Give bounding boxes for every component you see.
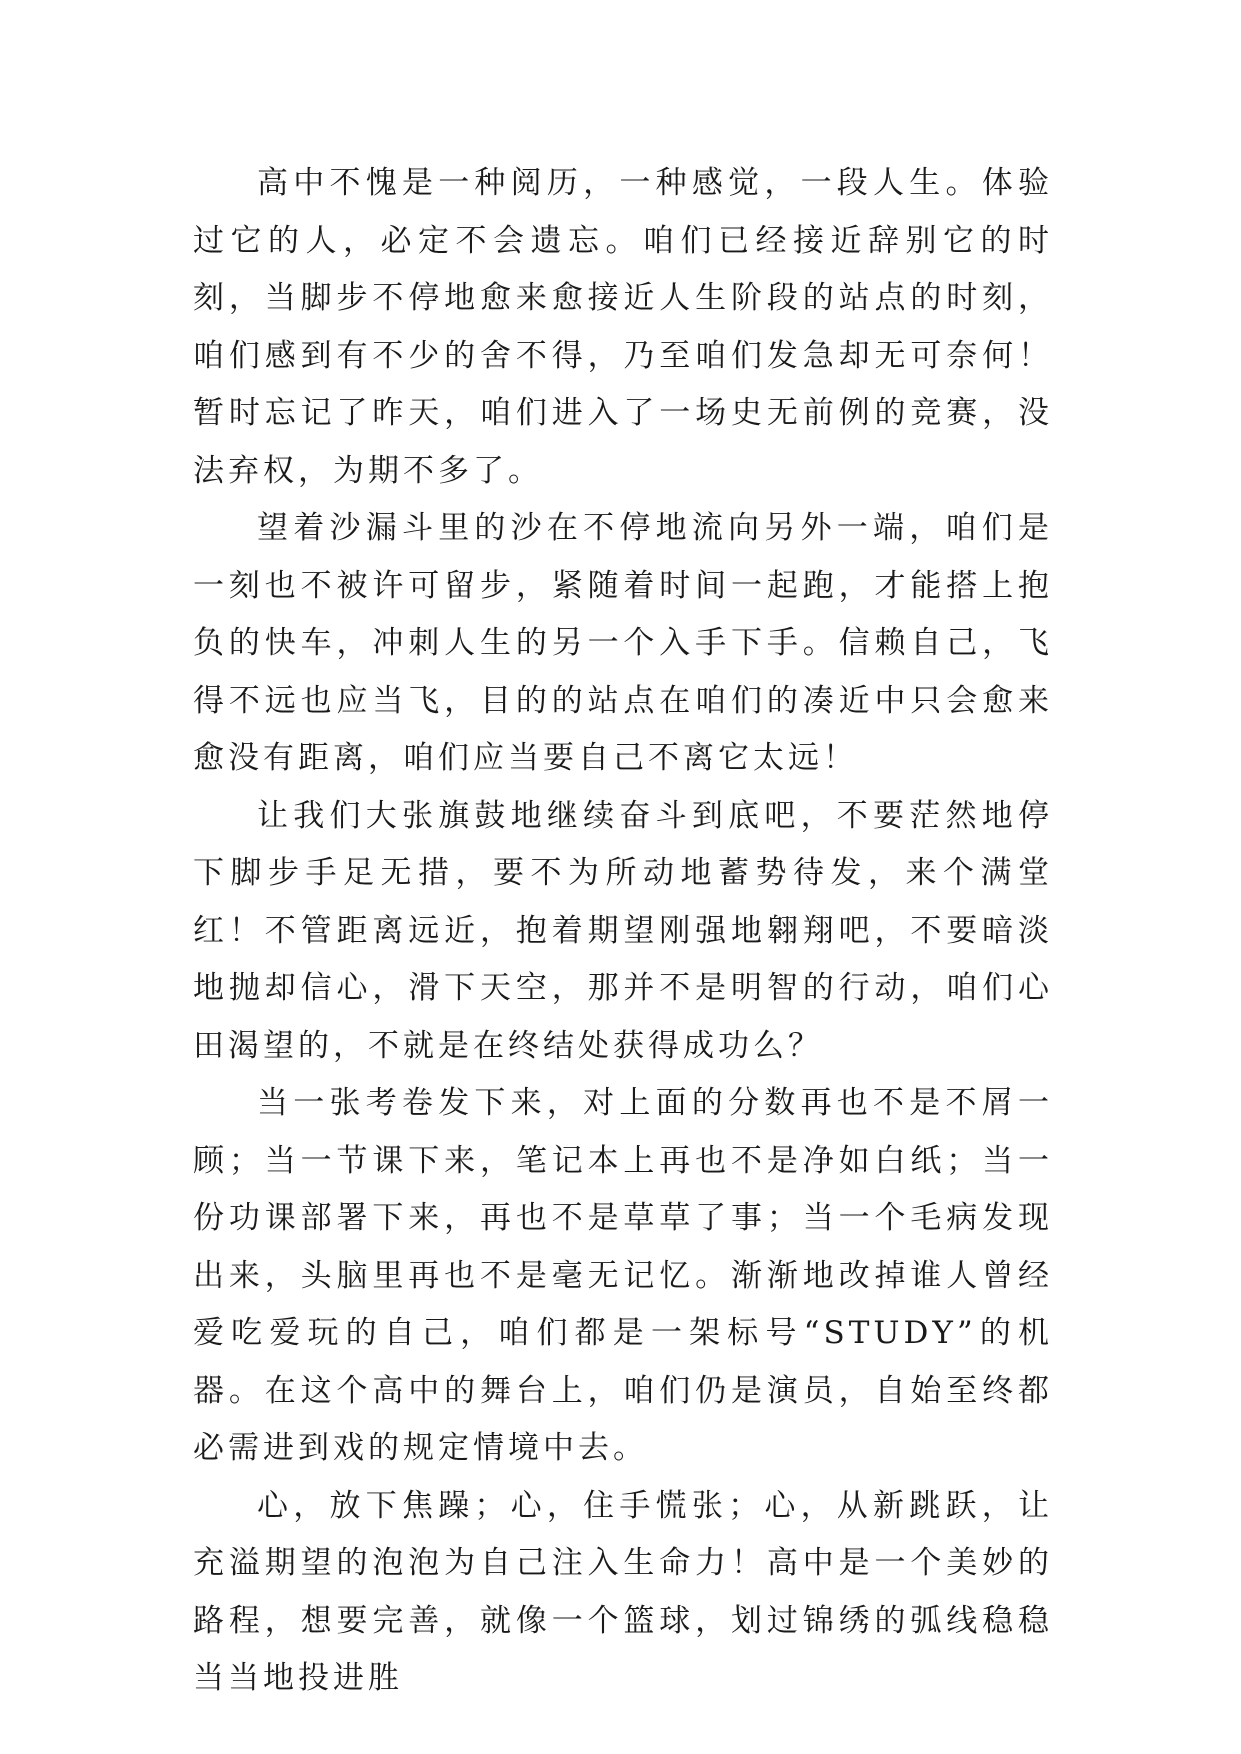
paragraph-2: 望着沙漏斗里的沙在不停地流向另外一端，咱们是一刻也不被许可留步，紧随着时间一起跑，才能搭上抱负的快车，冲刺人生的另一个入手下手。信赖自己，飞得不远也应当飞，目的的站点在咱们的凑近中只会愈来愈没有距离，咱们应当要自己不离它太远！ — [193, 510, 1053, 776]
paragraph-1: 高中不愧是一种阅历，一种感觉，一段人生。体验过它的人，必定不会遗忘。咱们已经接近辞别它的时刻，当脚步不停地愈来愈接近人生阶段的站点的时刻，咱们感到有不少的舍不得，乃至咱们发急却无可奈何！暂时忘记了昨天，咱们进入了一场史无前例的竞赛，没法弃权，为期不多了。 — [193, 165, 1053, 489]
essay-body — [193, 155, 1053, 1708]
paragraph-5: 心，放下焦躁；心，住手慌张；心，从新跳跃，让充溢期望的泡泡为自己注入生命力！高中是一个美妙的路程，想要完善，就像一个篮球，划过锦绣的弧线稳稳当当地投进胜 — [193, 1487, 1053, 1696]
paragraph-4: 当一张考卷发下来，对上面的分数再也不是不屑一顾；当一节课下来，笔记本上再也不是净如白纸；当一份功课部署下来，再也不是草草了事；当一个毛病发现出来，头脑里再也不是毫无记忆。渐渐地改掉谁人曾经爱吃爱玩的自己，咱们都是一架标号“STUDY”的机器。在这个高中的舞台上，咱们仍是演员，自始至终都必需进到戏的规定情境中去。 — [193, 1085, 1053, 1466]
paragraph-3: 让我们大张旗鼓地继续奋斗到底吧，不要茫然地停下脚步手足无措，要不为所动地蓄势待发，来个满堂红！不管距离远近，抱着期望刚强地翱翔吧，不要暗淡地抛却信心，滑下天空，那并不是明智的行动，咱们心田渴望的，不就是在终结处获得成功么？ — [193, 797, 1053, 1064]
